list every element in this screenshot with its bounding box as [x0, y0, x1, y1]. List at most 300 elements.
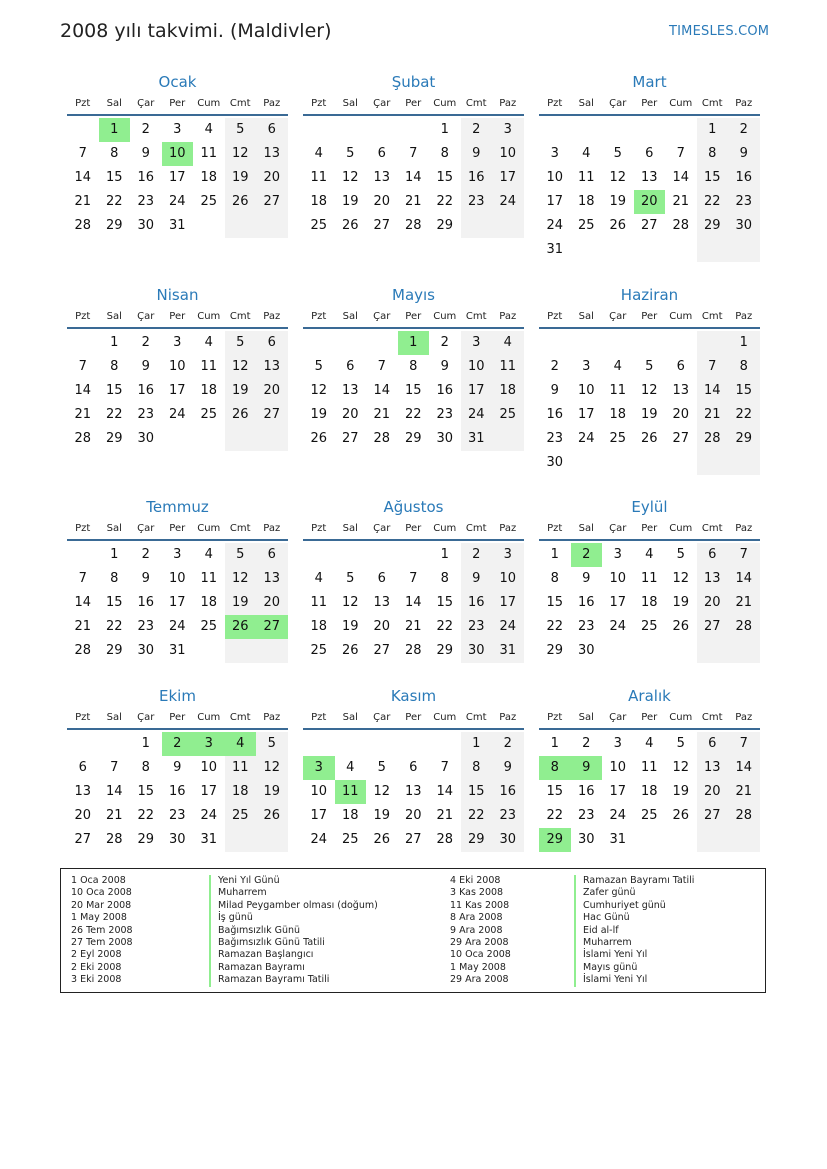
- day-cell: 29: [404, 431, 422, 446]
- day-cell: 26: [231, 194, 249, 209]
- day-cell: 27: [263, 194, 281, 209]
- day-cell: 19: [672, 784, 690, 799]
- day-cell: 15: [404, 383, 422, 398]
- day-cell: 4: [613, 359, 622, 374]
- day-cell: 14: [735, 571, 753, 586]
- month-3: [539, 70, 760, 264]
- legend-holiday-name: Muharrem: [209, 887, 378, 899]
- day-cell: 16: [499, 784, 517, 799]
- weekday-label: Cmt: [229, 712, 251, 723]
- weekday-label: Pzt: [547, 98, 563, 109]
- weekday-label: Pzt: [547, 712, 563, 723]
- day-cell: 23: [546, 431, 564, 446]
- weekday-label: Cum: [433, 523, 457, 534]
- day-cell: 7: [409, 571, 418, 586]
- legend-date: 20 Mar 2008: [71, 899, 132, 911]
- weekday-label: Çar: [373, 523, 391, 534]
- day-cell: 22: [546, 619, 564, 634]
- day-cell: 24: [467, 407, 485, 422]
- day-cell: 17: [168, 383, 186, 398]
- day-cell: 27: [373, 643, 391, 658]
- weekday-label: Per: [405, 712, 422, 723]
- weekday-label: Cum: [197, 523, 221, 534]
- month-5: [303, 283, 524, 453]
- day-cell: 29: [735, 431, 753, 446]
- day-cell: 12: [310, 383, 328, 398]
- day-cell: 17: [310, 808, 328, 823]
- day-cell: 9: [472, 146, 481, 161]
- legend-date: 1 May 2008: [450, 961, 506, 973]
- day-cell: 2: [550, 359, 559, 374]
- weekday-label: Cmt: [229, 523, 251, 534]
- weekday-label: Cmt: [465, 98, 487, 109]
- month-1: [67, 70, 288, 240]
- day-cell: 11: [200, 571, 218, 586]
- day-cell: 8: [440, 146, 449, 161]
- day-cell: 26: [263, 808, 281, 823]
- day-cell: 18: [231, 784, 249, 799]
- day-cell: 5: [314, 359, 323, 374]
- day-cell: 10: [577, 383, 595, 398]
- weekday-label: Sal: [578, 98, 594, 109]
- day-cell: 19: [609, 194, 627, 209]
- day-cell: 30: [467, 643, 485, 658]
- holiday-day-cell: 3: [193, 732, 225, 756]
- month-9: [539, 495, 760, 665]
- day-cell: 10: [467, 359, 485, 374]
- day-cell: 7: [739, 547, 748, 562]
- day-cell: 9: [582, 571, 591, 586]
- weekday-label: Sal: [342, 98, 358, 109]
- day-cell: 8: [409, 359, 418, 374]
- weekday-label: Sal: [106, 712, 122, 723]
- weekday-label: Pzt: [547, 523, 563, 534]
- day-cell: 23: [436, 407, 454, 422]
- day-cell: 26: [640, 431, 658, 446]
- weekday-label: Pzt: [311, 712, 327, 723]
- weekday-label: Paz: [263, 712, 281, 723]
- weekday-label: Sal: [578, 712, 594, 723]
- day-cell: 2: [472, 122, 481, 137]
- day-cell: 6: [409, 760, 418, 775]
- day-cell: 1: [708, 122, 717, 137]
- day-cell: 19: [263, 784, 281, 799]
- day-cell: 28: [74, 218, 92, 233]
- legend-date: 3 Kas 2008: [450, 887, 504, 899]
- weekday-label: Sal: [342, 523, 358, 534]
- day-cell: 18: [200, 170, 218, 185]
- legend-names-left: [209, 875, 378, 987]
- day-cell: 3: [173, 547, 182, 562]
- holiday-day-cell: 4: [225, 732, 257, 756]
- day-cell: 15: [137, 784, 155, 799]
- weekday-header: [539, 519, 760, 541]
- day-cell: 8: [472, 760, 481, 775]
- day-cell: 29: [546, 643, 564, 658]
- weekday-label: Cum: [197, 98, 221, 109]
- holiday-day-cell: 3: [303, 756, 335, 780]
- day-cell: 27: [672, 431, 690, 446]
- day-cell: 19: [373, 808, 391, 823]
- day-cell: 24: [499, 619, 517, 634]
- day-cell: 12: [672, 760, 690, 775]
- day-cell: 6: [708, 547, 717, 562]
- day-cell: 28: [404, 643, 422, 658]
- day-cell: 30: [577, 832, 595, 847]
- day-cell: 28: [74, 643, 92, 658]
- day-cell: 10: [200, 760, 218, 775]
- holiday-day-cell: 1: [398, 331, 430, 355]
- day-cell: 20: [263, 383, 281, 398]
- legend-date: 3 Eki 2008: [71, 974, 122, 986]
- day-cell: 27: [373, 218, 391, 233]
- day-cell: 9: [472, 571, 481, 586]
- day-cell: 31: [168, 643, 186, 658]
- day-cell: 1: [440, 547, 449, 562]
- weekday-label: Cum: [197, 311, 221, 322]
- day-grid: [67, 541, 288, 665]
- day-cell: 21: [74, 407, 92, 422]
- holiday-day-cell: 2: [162, 732, 194, 756]
- month-name: Kasım: [390, 687, 437, 705]
- day-cell: 20: [74, 808, 92, 823]
- day-cell: 31: [200, 832, 218, 847]
- day-cell: 19: [231, 383, 249, 398]
- weekday-label: Cmt: [465, 311, 487, 322]
- weekday-label: Per: [641, 98, 658, 109]
- day-cell: 2: [739, 122, 748, 137]
- holiday-day-cell: 1: [99, 118, 131, 142]
- day-grid: [539, 541, 760, 665]
- day-cell: 20: [703, 784, 721, 799]
- day-cell: 30: [168, 832, 186, 847]
- day-cell: 15: [105, 170, 123, 185]
- day-cell: 30: [735, 218, 753, 233]
- day-cell: 26: [672, 808, 690, 823]
- weekday-label: Çar: [609, 523, 627, 534]
- legend-date: 11 Kas 2008: [450, 899, 510, 911]
- day-cell: 31: [168, 218, 186, 233]
- day-cell: 17: [168, 595, 186, 610]
- day-cell: 30: [499, 832, 517, 847]
- day-cell: 13: [263, 571, 281, 586]
- legend-holiday-name: Ramazan Bayramı: [209, 962, 378, 974]
- day-cell: 25: [640, 808, 658, 823]
- day-cell: 24: [609, 619, 627, 634]
- day-cell: 17: [546, 194, 564, 209]
- weekday-header: [303, 94, 524, 116]
- weekday-label: Paz: [263, 311, 281, 322]
- legend-date: 8 Ara 2008: [450, 912, 503, 924]
- day-cell: 28: [373, 431, 391, 446]
- day-cell: 12: [231, 146, 249, 161]
- day-cell: 4: [645, 736, 654, 751]
- day-cell: 14: [74, 170, 92, 185]
- day-cell: 19: [231, 595, 249, 610]
- legend-date: 1 May 2008: [71, 912, 127, 924]
- day-cell: 13: [263, 359, 281, 374]
- day-cell: 5: [676, 547, 685, 562]
- month-name: Mart: [632, 73, 667, 91]
- day-cell: 14: [74, 595, 92, 610]
- day-cell: 16: [546, 407, 564, 422]
- day-cell: 22: [105, 194, 123, 209]
- day-cell: 23: [467, 619, 485, 634]
- legend-date: 9 Ara 2008: [450, 924, 503, 936]
- day-cell: 14: [105, 784, 123, 799]
- holiday-day-cell: 2: [571, 543, 603, 567]
- day-cell: 14: [436, 784, 454, 799]
- day-cell: 21: [404, 194, 422, 209]
- day-cell: 27: [341, 431, 359, 446]
- day-cell: 15: [467, 784, 485, 799]
- day-cell: 11: [200, 146, 218, 161]
- day-cell: 5: [236, 122, 245, 137]
- day-cell: 17: [200, 784, 218, 799]
- day-cell: 29: [105, 643, 123, 658]
- day-cell: 6: [267, 335, 276, 350]
- day-grid: [539, 730, 760, 854]
- day-cell: 13: [703, 571, 721, 586]
- day-cell: 11: [640, 760, 658, 775]
- day-cell: 7: [739, 736, 748, 751]
- day-cell: 22: [404, 407, 422, 422]
- day-cell: 22: [546, 808, 564, 823]
- weekday-label: Per: [641, 523, 658, 534]
- day-cell: 3: [613, 736, 622, 751]
- day-cell: 28: [735, 808, 753, 823]
- day-cell: 5: [236, 547, 245, 562]
- weekday-label: Cum: [669, 98, 693, 109]
- weekday-label: Paz: [499, 523, 517, 534]
- legend-holiday-name: Eid al-lf: [574, 925, 694, 937]
- day-cell: 11: [609, 383, 627, 398]
- day-cell: 22: [137, 808, 155, 823]
- weekday-label: Per: [405, 523, 422, 534]
- day-cell: 23: [137, 619, 155, 634]
- legend-date: 27 Tem 2008: [71, 936, 133, 948]
- weekday-label: Cum: [669, 712, 693, 723]
- day-cell: 6: [708, 736, 717, 751]
- day-cell: 14: [404, 595, 422, 610]
- weekday-header: [67, 708, 288, 730]
- day-grid: [67, 329, 288, 453]
- weekday-label: Çar: [137, 98, 155, 109]
- day-cell: 15: [546, 784, 564, 799]
- weekday-label: Çar: [373, 98, 391, 109]
- weekday-label: Cum: [669, 523, 693, 534]
- day-cell: 19: [310, 407, 328, 422]
- day-cell: 4: [346, 760, 355, 775]
- day-cell: 19: [640, 407, 658, 422]
- day-cell: 25: [499, 407, 517, 422]
- day-cell: 3: [503, 122, 512, 137]
- day-cell: 25: [577, 218, 595, 233]
- weekday-label: Paz: [735, 311, 753, 322]
- day-grid: [539, 329, 760, 477]
- legend-date: 29 Ara 2008: [450, 936, 509, 948]
- weekday-label: Paz: [499, 98, 517, 109]
- legend-dates-right: [450, 875, 511, 987]
- day-cell: 8: [708, 146, 717, 161]
- brand-link[interactable]: TIMESLES.COM: [669, 24, 770, 39]
- day-cell: 23: [577, 808, 595, 823]
- weekday-label: Sal: [342, 712, 358, 723]
- day-cell: 26: [672, 619, 690, 634]
- legend-holiday-name: İslami Yeni Yıl: [574, 949, 694, 961]
- day-cell: 24: [546, 218, 564, 233]
- day-cell: 8: [110, 571, 119, 586]
- day-cell: 5: [676, 736, 685, 751]
- weekday-label: Cum: [197, 712, 221, 723]
- day-cell: 30: [436, 431, 454, 446]
- day-cell: 16: [735, 170, 753, 185]
- day-cell: 10: [310, 784, 328, 799]
- day-cell: 15: [105, 383, 123, 398]
- legend-holiday-name: Ramazan Bayramı Tatili: [574, 875, 694, 887]
- day-cell: 6: [645, 146, 654, 161]
- day-cell: 8: [141, 760, 150, 775]
- day-cell: 28: [672, 218, 690, 233]
- weekday-label: Cum: [433, 311, 457, 322]
- day-cell: 4: [314, 571, 323, 586]
- day-cell: 4: [204, 547, 213, 562]
- day-cell: 30: [137, 218, 155, 233]
- day-cell: 16: [168, 784, 186, 799]
- day-cell: 12: [263, 760, 281, 775]
- legend-holiday-name: Ramazan Bayramı Tatili: [209, 974, 378, 986]
- day-cell: 25: [310, 218, 328, 233]
- legend-holiday-name: Ramazan Başlangıcı: [209, 949, 378, 961]
- day-cell: 13: [672, 383, 690, 398]
- day-cell: 6: [346, 359, 355, 374]
- day-cell: 28: [436, 832, 454, 847]
- day-cell: 12: [640, 383, 658, 398]
- weekday-label: Per: [169, 98, 186, 109]
- day-cell: 7: [676, 146, 685, 161]
- day-cell: 16: [467, 595, 485, 610]
- day-cell: 17: [499, 595, 517, 610]
- day-cell: 9: [141, 146, 150, 161]
- day-cell: 12: [373, 784, 391, 799]
- day-cell: 13: [373, 595, 391, 610]
- day-cell: 16: [137, 170, 155, 185]
- day-cell: 17: [499, 170, 517, 185]
- day-cell: 14: [703, 383, 721, 398]
- page-title: 2008 yılı takvimi. (Maldivler): [60, 20, 332, 42]
- legend-dates-left: [71, 875, 133, 987]
- weekday-label: Sal: [342, 311, 358, 322]
- day-cell: 29: [436, 218, 454, 233]
- legend-date: 26 Tem 2008: [71, 924, 133, 936]
- day-cell: 25: [640, 619, 658, 634]
- weekday-label: Pzt: [311, 98, 327, 109]
- weekday-header: [67, 94, 288, 116]
- day-cell: 9: [141, 359, 150, 374]
- day-cell: 3: [173, 335, 182, 350]
- day-cell: 21: [404, 619, 422, 634]
- day-cell: 10: [609, 571, 627, 586]
- day-cell: 15: [546, 595, 564, 610]
- weekday-label: Cmt: [701, 311, 723, 322]
- day-cell: 9: [440, 359, 449, 374]
- day-cell: 19: [231, 170, 249, 185]
- weekday-label: Per: [641, 311, 658, 322]
- day-cell: 8: [550, 571, 559, 586]
- day-cell: 1: [110, 547, 119, 562]
- legend-holiday-name: Yeni Yıl Günü: [209, 875, 378, 887]
- day-cell: 20: [373, 194, 391, 209]
- day-cell: 2: [141, 122, 150, 137]
- day-cell: 22: [436, 194, 454, 209]
- holiday-day-cell: 20: [634, 190, 666, 214]
- day-cell: 23: [137, 407, 155, 422]
- legend-date: 29 Ara 2008: [450, 974, 509, 986]
- weekday-label: Cum: [433, 98, 457, 109]
- day-cell: 18: [200, 383, 218, 398]
- legend-holiday-name: İş günü: [209, 912, 378, 924]
- day-cell: 9: [503, 760, 512, 775]
- day-cell: 5: [613, 146, 622, 161]
- day-cell: 11: [231, 760, 249, 775]
- day-cell: 12: [231, 571, 249, 586]
- day-cell: 8: [110, 146, 119, 161]
- weekday-label: Cmt: [701, 98, 723, 109]
- month-4: [67, 283, 288, 453]
- day-cell: 24: [168, 619, 186, 634]
- weekday-label: Çar: [609, 98, 627, 109]
- day-cell: 10: [499, 571, 517, 586]
- weekday-label: Çar: [373, 311, 391, 322]
- legend-holiday-name: Zafer günü: [574, 887, 694, 899]
- day-cell: 10: [546, 170, 564, 185]
- day-cell: 10: [168, 359, 186, 374]
- day-cell: 26: [341, 218, 359, 233]
- weekday-label: Pzt: [75, 523, 91, 534]
- weekday-label: Pzt: [75, 311, 91, 322]
- day-cell: 25: [200, 619, 218, 634]
- day-cell: 14: [672, 170, 690, 185]
- weekday-header: [539, 708, 760, 730]
- day-cell: 25: [341, 832, 359, 847]
- day-cell: 17: [168, 170, 186, 185]
- day-cell: 3: [173, 122, 182, 137]
- day-cell: 26: [341, 643, 359, 658]
- day-cell: 1: [141, 736, 150, 751]
- day-cell: 22: [105, 619, 123, 634]
- month-name: Ekim: [159, 687, 196, 705]
- day-cell: 2: [503, 736, 512, 751]
- day-cell: 1: [440, 122, 449, 137]
- day-cell: 5: [645, 359, 654, 374]
- weekday-header: [303, 708, 524, 730]
- day-cell: 25: [200, 407, 218, 422]
- weekday-label: Cum: [433, 712, 457, 723]
- day-cell: 17: [577, 407, 595, 422]
- legend-date: 4 Eki 2008: [450, 875, 501, 886]
- weekday-label: Cmt: [229, 98, 251, 109]
- day-cell: 25: [231, 808, 249, 823]
- day-cell: 24: [200, 808, 218, 823]
- legend-date: 1 Oca 2008: [71, 875, 126, 886]
- day-cell: 14: [373, 383, 391, 398]
- holiday-day-cell: 8: [539, 756, 571, 780]
- day-cell: 16: [137, 383, 155, 398]
- day-cell: 20: [404, 808, 422, 823]
- holiday-day-cell: 27: [256, 615, 288, 639]
- day-cell: 25: [609, 431, 627, 446]
- day-cell: 28: [703, 431, 721, 446]
